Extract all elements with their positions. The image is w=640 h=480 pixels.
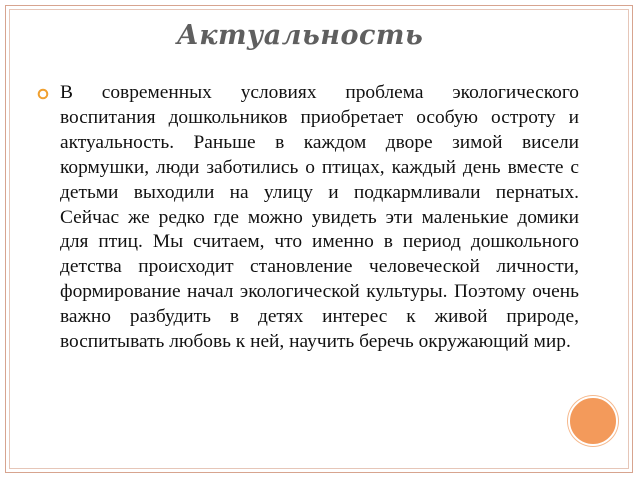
ring-bullet-icon bbox=[37, 88, 49, 100]
orange-circle-icon bbox=[568, 396, 618, 446]
slide-title: Актуальность bbox=[176, 20, 424, 51]
body-paragraph: В современных условиях проблема экологического воспитания дошкольников приобретает особую остроту и актуальность. Раньше в каждом дворе зимой висели кормушки, люди заботились о птицах, каждый день вместе с детьми выходили на улицу и подкармливали пернатых. Сейчас же редко где можно увидеть эти маленькие домики для птиц. Мы считаем, что именно в период дошкольного детства происходит становление человеческой личности, формирование начал экологической культуры. Поэтому очень важно разбудить в детях интерес к живой природе, воспитывать любовь к ней, научить беречь окружающий мир. bbox=[60, 82, 579, 353]
